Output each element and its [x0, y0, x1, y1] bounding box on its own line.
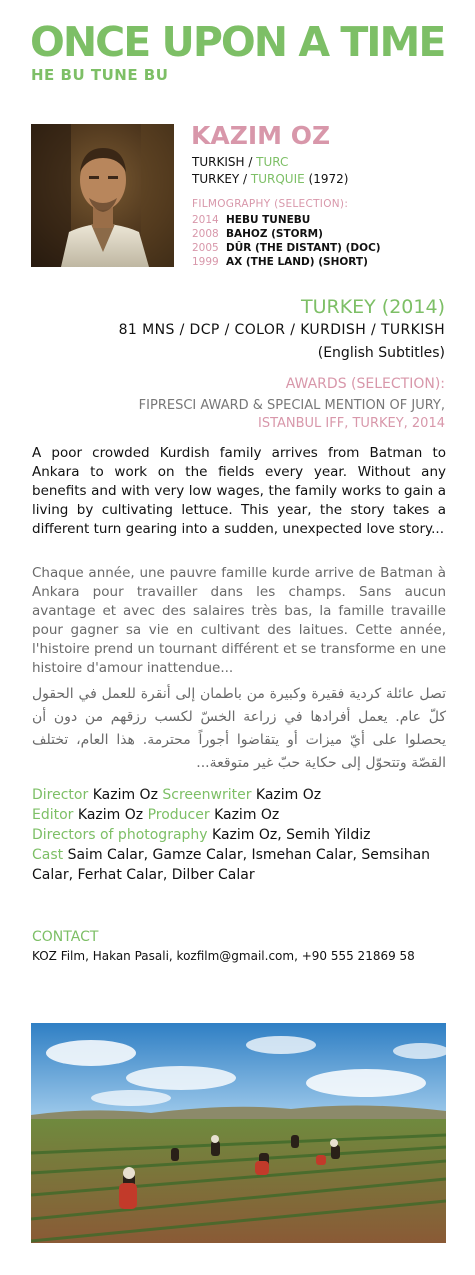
- award-line: FIPRESCI AWARD & SPECIAL MENTION OF JURY,: [138, 398, 445, 413]
- credit-label: Directors of photography: [32, 827, 208, 843]
- film-title: ONCE UPON A TIME: [30, 18, 445, 66]
- film-subtitles: (English Subtitles): [317, 345, 445, 361]
- filmography-year: 1999: [192, 256, 219, 268]
- filmography-item: [192, 228, 323, 241]
- credit-label: Cast: [32, 847, 64, 863]
- credit-value: Saim Calar, Gamze Calar, Ismehan Calar, Semsihan Calar, Ferhat Calar, Dilber Calar: [32, 847, 431, 883]
- director-nationality: TURKISH / TURC: [192, 155, 289, 169]
- contact-heading: CONTACT: [32, 929, 99, 945]
- credits-block: [32, 785, 452, 885]
- synopsis-french: Chaque année, une pauvre famille kurde arrive de Batman à Ankara pour travailler dans les champs. Sans aucun avantage et avec des salaires très bas, la famille travaille pour gagner sa vie en cultivant des laitues. Cette année, l'histoire prend un tournant différent et se transforme en une histoire d'amour inattendue...: [32, 565, 446, 676]
- film-country-year: TURKEY (2014): [300, 296, 445, 318]
- film-still-photo: [31, 1023, 446, 1243]
- nationality-en: TURKISH: [192, 155, 245, 169]
- filmography-title: AX (THE LAND) (SHORT): [226, 256, 368, 268]
- filmography-item: [192, 214, 310, 227]
- award-festival: ISTANBUL IFF, TURKEY, 2014: [257, 416, 445, 431]
- synopsis-arabic: تصل عائلة كردية فقيرة وكبيرة من باطمان إلى أنقرة للعمل في الحقول كلّ عام. يعمل أفرادها في زراعة الخسّ لكسب رزقهم من دون أن يحصلوا على أيّ ميزات أو يتقاضوا أجوراً محترمة. هذا العام، تختلف القصّة وتتحوّل إلى حكاية حبّ غير متوقعة...: [32, 686, 446, 771]
- filmography-title: DÛR (THE DISTANT) (DOC): [226, 242, 381, 254]
- nationality-fr: TURC: [256, 155, 289, 169]
- synopsis-english: A poor crowded Kurdish family arrives from Batman to Ankara to work on the fields every year. Without any benefits and with very low wages, the family works to gain a living by cultivating lettuce. This year, the story takes a different turn gearing into a sudden, unexpected love story...: [32, 445, 446, 537]
- filmography-title: HEBU TUNEBU: [226, 214, 311, 226]
- credit-value: Kazim Oz: [214, 807, 280, 823]
- director-portrait: [31, 124, 174, 267]
- director-country: TURKEY / TURQUIE (1972): [192, 172, 349, 186]
- country-en: TURKEY: [192, 172, 240, 186]
- credit-value: Kazim Oz: [255, 787, 322, 803]
- filmography-item: [192, 242, 381, 255]
- awards-heading: AWARDS (SELECTION):: [285, 376, 445, 392]
- filmography-title: BAHOZ (STORM): [226, 228, 323, 240]
- filmography-year: 2008: [192, 228, 219, 240]
- film-original-title: HE BU TUNE BU: [31, 66, 169, 84]
- credit-label: Editor: [32, 807, 74, 823]
- filmography-item: [192, 256, 368, 269]
- credit-label: Director: [32, 787, 89, 803]
- credit-value: Kazim Oz, Semih Yildiz: [212, 827, 371, 843]
- contact-details: KOZ Film, Hakan Pasali, kozfilm@gmail.com, +90 555 21869 58: [32, 949, 415, 963]
- filmography-heading: FILMOGRAPHY (SELECTION):: [192, 198, 349, 210]
- filmography-year: 2014: [192, 214, 219, 226]
- credit-value: Kazim Oz: [92, 787, 158, 803]
- birth-year: (1972): [308, 172, 349, 186]
- director-name: KAZIM OZ: [191, 121, 331, 150]
- filmography-year: 2005: [192, 242, 219, 254]
- credit-label: Producer: [147, 807, 210, 823]
- credit-value: Kazim Oz: [77, 807, 144, 823]
- film-tech-specs: 81 MNS / DCP / COLOR / KURDISH / TURKISH: [118, 322, 445, 338]
- credit-label: Screenwriter: [162, 787, 252, 803]
- country-fr: TURQUIE: [250, 172, 305, 186]
